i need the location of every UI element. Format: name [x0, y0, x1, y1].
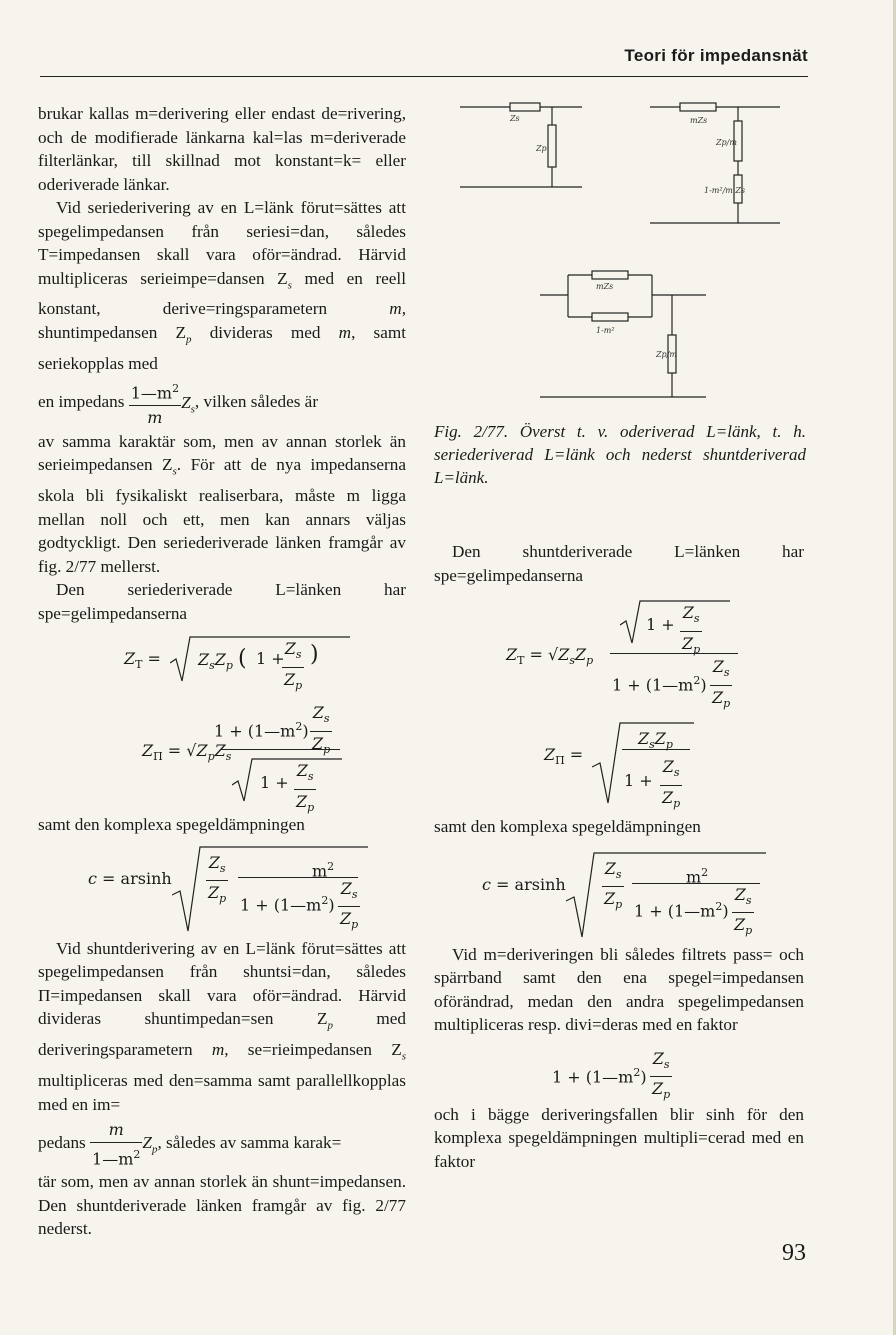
figure-caption: Fig. 2/77. Överst t. v. oderiverad L=länk, t. h. seriederiverad L=länk och nederst shuntderiverad L=länk.	[434, 422, 806, 487]
left-column	[38, 102, 406, 1241]
fig-label-c-top: mZs	[596, 282, 614, 291]
left-paragraph-8: pedans $\frac{m}{1—m^2}$ $Z_p$, således av samma karak=	[38, 1120, 342, 1168]
right-paragraph-4: och i bägge deriveringsfallen blir sinh för den komplexa spegeldämpningen multipli=cerad med en faktor	[434, 1104, 804, 1171]
right-paragraph-1: Den shuntderiverade L=länken har spe=gelimpedanserna	[434, 542, 804, 585]
fig-label-c-zp: Zp/m	[656, 350, 677, 359]
fig-label-shunt-series: 1-m²/m Zs	[704, 186, 746, 195]
fig-label-zp: Zp	[536, 144, 547, 153]
header-rule	[40, 76, 808, 77]
left-paragraph-1: brukar kallas m=derivering eller endast de=rivering, och de modifierade länkarna kal=las m=deriverade filterlänkar, till skillnad mot konstant=k= eller oderiverade länkar.	[38, 104, 406, 194]
formula-zt-shunt: 1 + $\frac{Z_s}{Z_p}$ $Z_T = √Z_sZ_p$ $1 + (1—m^2)$ $\frac{Z_s}{Z_p}$	[434, 591, 804, 715]
formula-c-shunt: c = arsinh $\frac{Z_s}{Z_p}$ $m^2$ $1 + (1—m^2)$ $\frac{Z_s}{Z_p}$	[434, 847, 804, 943]
page-number: 93	[782, 1240, 806, 1266]
left-paragraph-9: tär som, men av annan storlek än shunt=impedansen. Den shuntderiverade länken framgår av fig. 2/77 nederst.	[38, 1172, 406, 1239]
running-header: Teori för impedansnät	[624, 46, 808, 65]
fig-label-mzs: mZs	[690, 116, 708, 125]
formula-zt-series: $Z_T$ = $Z_sZ_p$ ( 1 + $\frac{Z_s}{Z_p}$ )	[38, 631, 406, 687]
right-paragraph-3: Vid m=deriveringen bli således filtrets pass= och spärrband samt den ena spegel=impedansen oförändrad, medan den andra spegelimpedansen multipliceras resp. divi=deras med en faktor	[434, 944, 804, 1034]
left-paragraph-2: Vid seriederivering av en L=länk förut=sättes att spegelimpedansen från seriesi=dan, således T=impedansen skall vara oför=ändrad. Härvid multipliceras serieimpe=dansen $Z_s$ med en reell konstant, derive=ringsparametern m, shuntimpedansen $Z_p$ divideras med m, samt seriekopplas med	[38, 198, 406, 373]
fig-label-zp-over-m: Zp/m	[716, 138, 737, 147]
figure-2-77	[450, 95, 810, 405]
fig-label-zs: Zs	[510, 114, 520, 123]
formula-zpi-shunt: $Z_\Pi$ = $Z_sZ_p$ 1 + $\frac{Z_s}{Z_p}$	[434, 719, 804, 811]
left-paragraph-5: Den seriederiverade L=länken har spe=gelimpedanserna	[38, 580, 406, 623]
formula-factor: $1 + (1—m^2)$ $\frac{Z_s}{Z_p}$	[552, 1048, 671, 1102]
right-paragraph-2: samt den komplexa spegeldämpningen	[434, 817, 701, 836]
left-paragraph-7: Vid shuntderivering av en L=länk förut=sättes att spegelimpedansen från shuntsi=dan, således Π=impedansen skall vara oför=ändrad. Härvid divideras shuntimpedan=sen $Z_p$ med deriveringsparametern m, se=rieimpedansen $Z_s$ multipliceras med den=samma samt parallellkopplas med en im=	[38, 938, 406, 1114]
left-paragraph-6: samt den komplexa spegeldämpningen	[38, 815, 305, 835]
fig-label-c-bot: 1-m²	[596, 326, 615, 335]
formula-zpi-series: $1 + (1—m^2)$ $\frac{Z_s}{Z_p}$ $Z_\Pi = √Z_pZ_s$ 1 + $\frac{Z_s}{Z_p}$	[38, 693, 406, 811]
formula-c-series: c = arsinh $\frac{Z_s}{Z_p}$ $m^2$ $1 + (1—m^2)$ $\frac{Z_s}{Z_p}$	[38, 841, 406, 937]
left-paragraph-3: en impedans $\frac{1—m^2}{m}$ $Z_s$, vilken således är	[38, 377, 406, 429]
right-column	[434, 540, 804, 1173]
left-paragraph-4: av samma karaktär som, men av annan storlek än serieimpedansen $Z_s$. För att de nya impedanserna skola bli fysikaliskt realiserbara, måste m ligga mellan noll och ett, men kan annars väljas godtyckligt. Den seriederiverade länken framgår av fig. 2/77 mellerst.	[38, 431, 406, 576]
